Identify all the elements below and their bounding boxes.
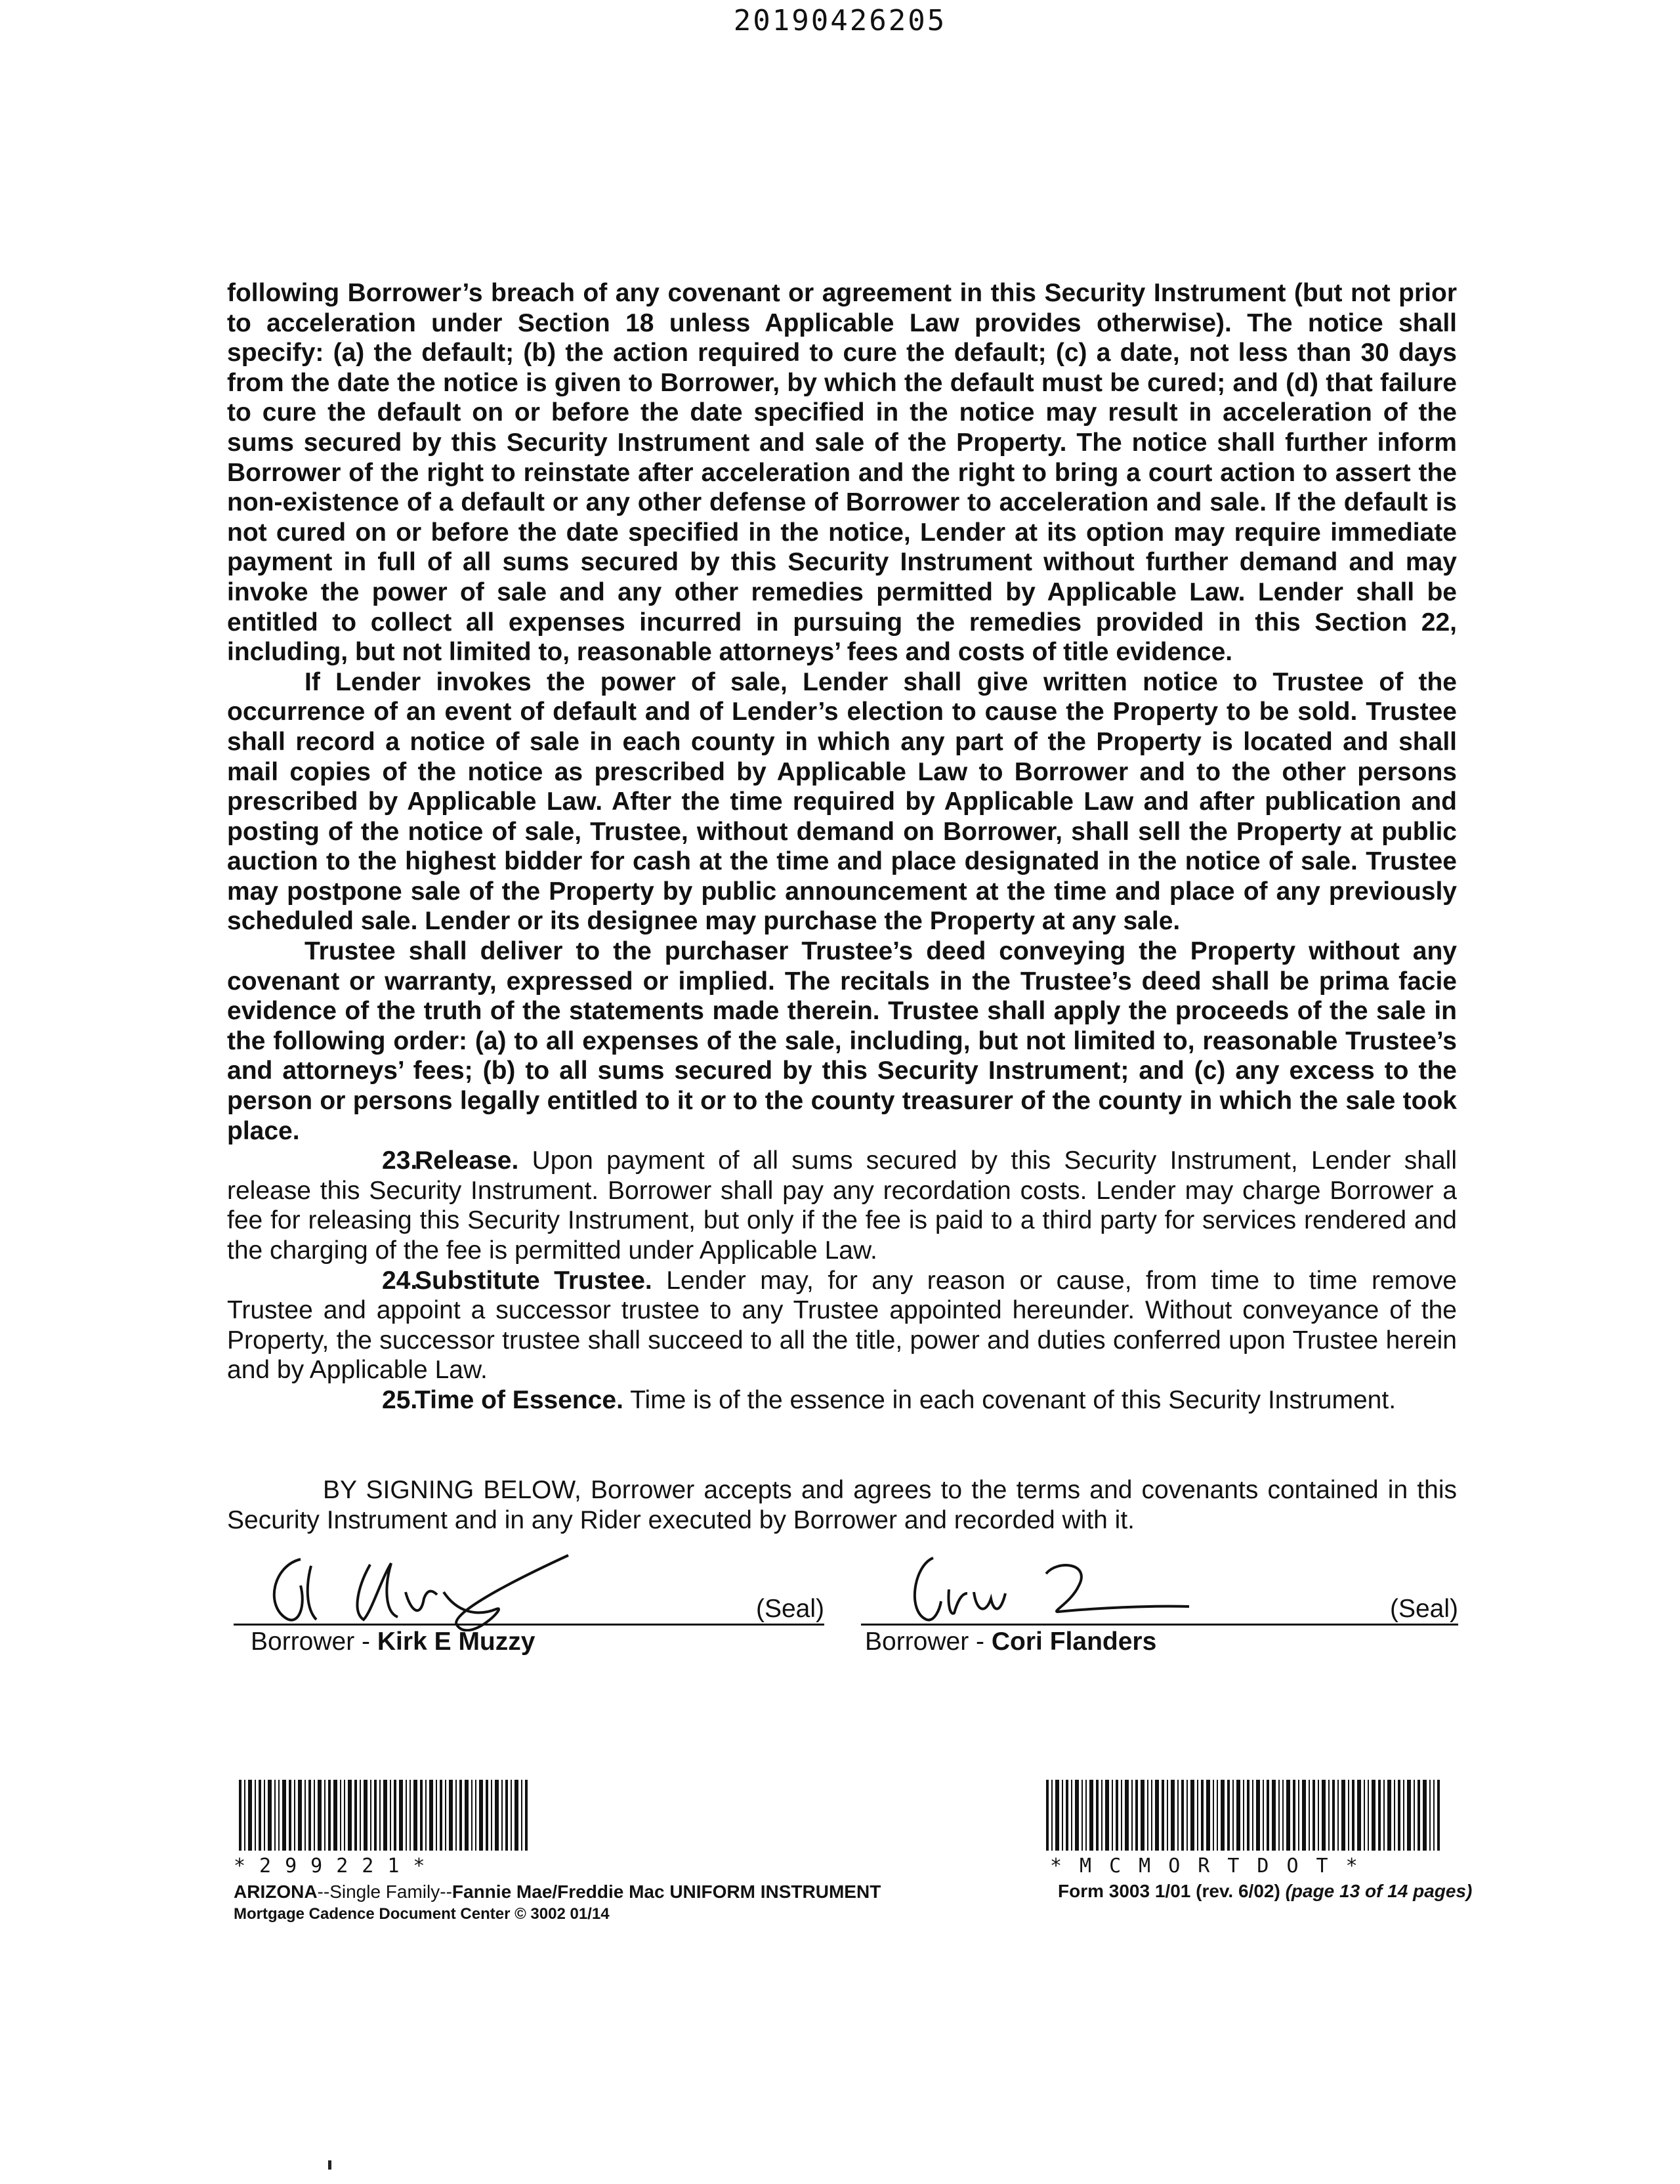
- section-23-release: [227, 1146, 1457, 1265]
- handwritten-signature-1: [260, 1546, 601, 1631]
- recording-number: 20190426205: [733, 4, 947, 37]
- paragraph-notice-of-default: following Borrower’s breach of any covenant or agreement in this Security Instrument (but not prior to acceleration under Section 18 unless Applicable Law provides otherwise). The notice shall specify: (a) the default; (b) the action required to cure the default; (c) a date, not less than 30 days from the date the notice is given to Borrower, by which the default must be cured; and (d) that failure to cure the default on or before the date specified in the notice may result in acceleration of the sums secured by this Security Instrument and sale of the Property. The notice shall further inform Borrower of the right to reinstate after acceleration and the right to bring a court action to assert the non-existence of a default or any other defense of Borrower to acceleration and sale. If the default is not cured on or before the date specified in the notice, Lender at its option may require immediate payment in full of all sums secured by this Security Instrument without further demand and may invoke the power of sale and any other remedies permitted by Applicable Law. Lender shall be entitled to collect all expenses incurred in pursuing the remedies provided in this Section 22, including, but not limited to, reasonable attorneys’ fees and costs of title evidence.: [227, 279, 1457, 667]
- signer-role: Borrower -: [251, 1628, 371, 1656]
- section-number: 25.: [382, 1385, 418, 1414]
- paragraph-power-of-sale: If Lender invokes the power of sale, Lender shall give written notice to Trustee of the occurrence of an event of default and of Lender’s election to cause the Property to be sold. Trustee shall record a notice of sale in each county in which any part of the Property is located and shall mail copies of the notice as prescribed by Applicable Law to Borrower and to the other persons prescribed by Applicable Law. After the time required by Applicable Law and after publication and posting of the notice of sale, Trustee, without demand on Borrower, shall sell the Property at public auction to the highest bidder for cash at the time and place designated in the notice of sale. Trustee may postpone sale of the Property by public announcement at the time and place of any previously scheduled sale. Lender or its designee may purchase the Property at any sale.: [227, 667, 1457, 936]
- barcode-right-text: *MCMORTDOT*: [1050, 1855, 1376, 1878]
- paragraph-trustee-deed: Trustee shall deliver to the purchaser Trustee’s deed conveying the Property without any covenant or warranty, expressed or implied. The recitals in the Trustee’s deed shall be prima facie evidence of the truth of the statements made therein. Trustee shall apply the proceeds of the sale in the following order: (a) to all expenses of the sale, including, but not limited to, reasonable Trustee’s and attorneys’ fees; (b) to all sums secured by this Security Instrument; and (c) any excess to the person or persons legally entitled to it or to the county treasurer of the county in which the sale took place.: [227, 937, 1457, 1145]
- footer-document-center: Mortgage Cadence Document Center © 3002 01/14: [234, 1905, 610, 1923]
- barcode-right-bars: [1046, 1780, 1440, 1851]
- section-24-substitute-trustee: [227, 1266, 1457, 1385]
- section-text: Upon payment of all sums secured by this Security Instrument, Lender shall release this Security Instrument. Borrower shall pay any recordation costs. Lender may charge Borrower a fee for releasing this Security Instrument, but only if the fee is paid to a third party for services rendered and the charging of the fee is permitted under Applicable Law.: [227, 1146, 1457, 1265]
- handwritten-signature-2: [894, 1546, 1209, 1631]
- signing-statement: [227, 1475, 1457, 1535]
- section-text: Lender may, for any reason or cause, from time to time remove Trustee and appoint a successor trustee to any Trustee appointed hereunder. Without conveyance of the Property, the successor trustee shall succeed to all the title, power and duties conferred upon Trustee herein and by Applicable Law.: [227, 1266, 1457, 1385]
- footer-page-number: (page 13 of 14 pages): [1285, 1881, 1473, 1901]
- signature-block-borrower-2: [861, 1557, 1458, 1662]
- section-title: Substitute Trustee.: [415, 1266, 652, 1295]
- signer-name: Cori Flanders: [991, 1628, 1157, 1656]
- section-title: Time of Essence.: [415, 1385, 623, 1414]
- scan-mark: [328, 2160, 331, 2170]
- barcode-right: [1046, 1780, 1440, 1851]
- section-number: 24.: [382, 1266, 418, 1295]
- footer-left: [234, 1881, 881, 1925]
- seal-label: (Seal): [755, 1595, 824, 1623]
- section-title: Release.: [415, 1146, 519, 1175]
- section-25-time-of-essence: [227, 1385, 1457, 1416]
- footer-state: ARIZONA: [234, 1881, 318, 1902]
- footer-instrument-line: [234, 1881, 881, 1903]
- signer-name-label: [251, 1628, 535, 1656]
- signer-name-label: [865, 1628, 1156, 1656]
- footer-instrument-name: Fannie Mae/Freddie Mac UNIFORM INSTRUMENT: [452, 1881, 881, 1902]
- footer-right: [1058, 1881, 1472, 1902]
- seal-label: (Seal): [1389, 1595, 1458, 1623]
- signing-statement-text: BY SIGNING BELOW, Borrower accepts and agrees to the terms and covenants contained in this Security Instrument and in any Rider executed by Borrower and recorded with it.: [227, 1476, 1457, 1534]
- section-number: 23.: [382, 1146, 418, 1175]
- signature-line: [234, 1624, 824, 1626]
- footer-instrument-type: --Single Family--: [317, 1881, 452, 1902]
- signer-role: Borrower -: [865, 1628, 985, 1656]
- footer-form-number: Form 3003 1/01 (rev. 6/02): [1058, 1881, 1280, 1901]
- section-text: Time is of the essence in each covenant of this Security Instrument.: [630, 1385, 1396, 1414]
- barcode-left-text: *299221*: [234, 1855, 439, 1878]
- barcode-left-bars: [239, 1780, 528, 1851]
- signature-line: [861, 1624, 1458, 1626]
- signature-block-borrower-1: [234, 1557, 824, 1662]
- signer-name: Kirk E Muzzy: [377, 1628, 536, 1656]
- document-body: [227, 278, 1457, 1416]
- barcode-left: [239, 1780, 528, 1851]
